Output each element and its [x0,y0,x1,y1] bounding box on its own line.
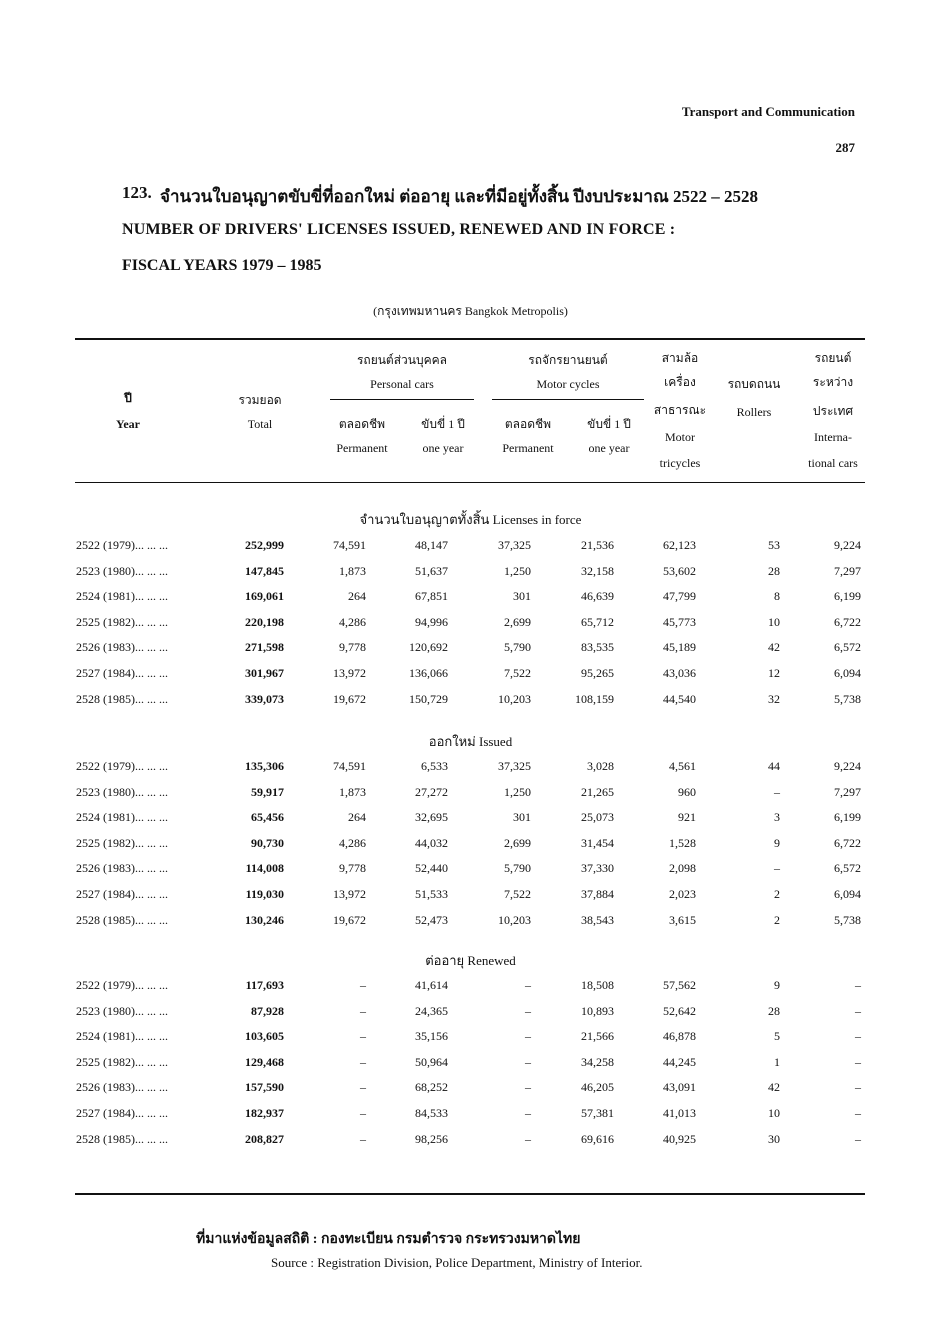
row-personal-one-year: 27,272 [415,785,448,799]
table-row [0,836,941,856]
col-rollers-thai: รถบดถนน [727,377,781,391]
row-personal-one-year: 98,256 [415,1132,448,1146]
row-motor-tricycles: 45,773 [663,615,696,629]
row-rollers: 42 [768,1080,780,1094]
row-personal-permanent: 13,972 [333,666,366,680]
row-rollers: 9 [774,978,780,992]
row-personal-one-year: 41,614 [415,978,448,992]
col-motor-permanent-en: Permanent [502,441,554,455]
row-motor-permanent: 1,250 [504,785,531,799]
row-personal-one-year: 32,695 [415,810,448,824]
table-row [0,1055,941,1075]
row-personal-permanent: 9,778 [339,640,366,654]
col-tricycles-thai-1: สามล้อ [661,351,699,365]
row-personal-one-year: 68,252 [415,1080,448,1094]
section-title-issued: ออกใหม่ Issued [428,734,513,749]
row-international-cars: 6,094 [834,887,861,901]
table-title-english-line1: NUMBER OF DRIVERS' LICENSES ISSUED, RENEWED AND IN FORCE : [122,221,676,238]
row-motor-tricycles: 44,540 [663,692,696,706]
row-personal-permanent: 9,778 [339,861,366,875]
row-motor-one-year: 65,712 [581,615,614,629]
row-motor-one-year: 21,265 [581,785,614,799]
row-motor-one-year: 83,535 [581,640,614,654]
row-year: 2527 (1984)... ... ... [76,887,168,901]
row-rollers: 3 [774,810,780,824]
row-international-cars: 9,224 [834,759,861,773]
row-personal-one-year: 52,473 [415,913,448,927]
row-motor-tricycles: 40,925 [663,1132,696,1146]
table-row [0,887,941,907]
row-personal-permanent: 264 [348,810,366,824]
table-row [0,615,941,635]
row-motor-permanent: 7,522 [504,666,531,680]
row-personal-permanent: – [360,1029,366,1043]
row-international-cars: 6,199 [834,589,861,603]
row-motor-tricycles: 52,642 [663,1004,696,1018]
row-year: 2526 (1983)... ... ... [76,861,168,875]
source-note-english: Source : Registration Division, Police Department, Ministry of Interior. [271,1255,643,1270]
table-bottom-rule [75,1193,865,1195]
row-rollers: 10 [768,1106,780,1120]
row-personal-permanent: 1,873 [339,785,366,799]
row-personal-one-year: 35,156 [415,1029,448,1043]
row-year: 2524 (1981)... ... ... [76,810,168,824]
row-motor-one-year: 37,884 [581,887,614,901]
row-total: 90,730 [251,836,284,850]
page-number: 287 [835,140,855,155]
row-motor-one-year: 3,028 [587,759,614,773]
row-year: 2528 (1985)... ... ... [76,1132,168,1146]
table-row [0,589,941,609]
row-international-cars: 7,297 [834,564,861,578]
row-international-cars: 7,297 [834,785,861,799]
col-personal-one-year-en: one year [422,441,464,455]
row-motor-permanent: 5,790 [504,640,531,654]
col-intl-en-1: Interna- [814,430,852,444]
row-motor-permanent: 10,203 [498,913,531,927]
col-rollers-en: Rollers [736,405,772,419]
row-international-cars: – [855,1055,861,1069]
row-motor-one-year: 95,265 [581,666,614,680]
row-international-cars: 6,094 [834,666,861,680]
row-rollers: 12 [768,666,780,680]
row-rollers: 5 [774,1029,780,1043]
row-year: 2523 (1980)... ... ... [76,1004,168,1018]
row-year: 2522 (1979)... ... ... [76,978,168,992]
table-row [0,1004,941,1024]
col-tricycles-en-1: Motor [665,430,695,444]
row-total: 129,468 [245,1055,284,1069]
row-motor-permanent: – [525,1132,531,1146]
table-row [0,759,941,779]
row-motor-one-year: 57,381 [581,1106,614,1120]
row-motor-tricycles: 4,561 [669,759,696,773]
table-row [0,538,941,558]
row-rollers: 9 [774,836,780,850]
row-motor-permanent: 37,325 [498,538,531,552]
row-year: 2528 (1985)... ... ... [76,913,168,927]
row-personal-one-year: 84,533 [415,1106,448,1120]
row-rollers: – [774,861,780,875]
row-motor-tricycles: 2,023 [669,887,696,901]
row-total: 339,073 [245,692,284,706]
section-title-in-force: จำนวนใบอนุญาตทั้งสิ้น Licenses in force [359,512,582,527]
row-personal-one-year: 44,032 [415,836,448,850]
row-motor-permanent: 37,325 [498,759,531,773]
row-motor-one-year: 32,158 [581,564,614,578]
row-year: 2523 (1980)... ... ... [76,785,168,799]
row-international-cars: 6,722 [834,836,861,850]
row-personal-permanent: 1,873 [339,564,366,578]
row-rollers: 44 [768,759,780,773]
row-total: 220,198 [245,615,284,629]
row-total: 157,590 [245,1080,284,1094]
row-motor-one-year: 21,566 [581,1029,614,1043]
row-rollers: 32 [768,692,780,706]
row-personal-permanent: – [360,1106,366,1120]
row-year: 2526 (1983)... ... ... [76,640,168,654]
col-tricycles-thai-2: เครื่อง [664,375,696,389]
table-row [0,861,941,881]
col-personal-en: Personal cars [370,377,434,391]
row-total: 169,061 [245,589,284,603]
row-motor-permanent: – [525,1106,531,1120]
row-motor-permanent: – [525,1055,531,1069]
row-international-cars: – [855,1004,861,1018]
row-rollers: 2 [774,887,780,901]
row-year: 2525 (1982)... ... ... [76,1055,168,1069]
row-personal-permanent: 74,591 [333,759,366,773]
row-total: 182,937 [245,1106,284,1120]
table-row [0,1106,941,1126]
row-year: 2522 (1979)... ... ... [76,538,168,552]
table-number: 123. [122,183,152,202]
col-intl-thai-1: รถยนต์ [814,351,852,365]
row-international-cars: – [855,978,861,992]
col-personal-permanent-thai: ตลอดชีพ [338,417,386,431]
row-total: 135,306 [245,759,284,773]
row-motor-tricycles: 47,799 [663,589,696,603]
table-row [0,1029,941,1049]
row-motor-one-year: 31,454 [581,836,614,850]
row-motor-tricycles: 1,528 [669,836,696,850]
row-motor-one-year: 25,073 [581,810,614,824]
row-rollers: 2 [774,913,780,927]
row-motor-tricycles: 921 [678,810,696,824]
row-personal-one-year: 6,533 [421,759,448,773]
row-motor-tricycles: 3,615 [669,913,696,927]
row-personal-permanent: 264 [348,589,366,603]
col-intl-thai-3: ประเทศ [812,404,854,418]
col-motor-en: Motor cycles [536,377,600,391]
row-international-cars: – [855,1080,861,1094]
row-rollers: 28 [768,564,780,578]
row-personal-permanent: 13,972 [333,887,366,901]
row-motor-permanent: 7,522 [504,887,531,901]
row-motor-permanent: 301 [513,589,531,603]
row-motor-tricycles: 46,878 [663,1029,696,1043]
row-personal-permanent: – [360,1080,366,1094]
row-total: 252,999 [245,538,284,552]
row-personal-one-year: 51,637 [415,564,448,578]
row-motor-tricycles: 53,602 [663,564,696,578]
col-tricycles-en-2: tricycles [659,456,701,470]
col-motor-permanent-thai: ตลอดชีพ [504,417,552,431]
row-personal-one-year: 67,851 [415,589,448,603]
row-motor-one-year: 46,205 [581,1080,614,1094]
row-motor-permanent: 301 [513,810,531,824]
col-personal-thai: รถยนต์ส่วนบุคคล [356,353,448,367]
row-personal-one-year: 94,996 [415,615,448,629]
row-motor-one-year: 10,893 [581,1004,614,1018]
row-total: 208,827 [245,1132,284,1146]
row-personal-permanent: 74,591 [333,538,366,552]
row-personal-permanent: 4,286 [339,615,366,629]
row-personal-permanent: 19,672 [333,913,366,927]
row-motor-permanent: 2,699 [504,836,531,850]
row-total: 59,917 [251,785,284,799]
row-total: 87,928 [251,1004,284,1018]
row-international-cars: 6,572 [834,861,861,875]
row-year: 2526 (1983)... ... ... [76,1080,168,1094]
col-total-en: Total [247,417,273,431]
row-international-cars: 5,738 [834,692,861,706]
row-motor-one-year: 34,258 [581,1055,614,1069]
row-total: 117,693 [245,978,284,992]
row-total: 271,598 [245,640,284,654]
row-personal-one-year: 136,066 [409,666,448,680]
table-top-rule [75,338,865,340]
row-total: 65,456 [251,810,284,824]
col-motor-one-year-en: one year [588,441,630,455]
row-international-cars: – [855,1132,861,1146]
table-row [0,692,941,712]
table-row [0,564,941,584]
row-motor-tricycles: 45,189 [663,640,696,654]
row-rollers: 30 [768,1132,780,1146]
table-title-english-line2: FISCAL YEARS 1979 – 1985 [122,257,322,274]
row-personal-permanent: 4,286 [339,836,366,850]
row-motor-permanent: 10,203 [498,692,531,706]
row-rollers: – [774,785,780,799]
row-motor-one-year: 69,616 [581,1132,614,1146]
row-personal-one-year: 52,440 [415,861,448,875]
row-personal-permanent: – [360,978,366,992]
row-year: 2525 (1982)... ... ... [76,836,168,850]
motor-cycles-underline [492,399,644,400]
col-year-thai: ปี [124,391,132,405]
row-personal-permanent: – [360,1055,366,1069]
col-personal-one-year-thai: ขับขี่ 1 ปี [421,417,465,431]
row-total: 130,246 [245,913,284,927]
row-rollers: 8 [774,589,780,603]
row-personal-one-year: 24,365 [415,1004,448,1018]
col-motor-thai: รถจักรยานยนต์ [528,353,608,367]
row-motor-permanent: 2,699 [504,615,531,629]
row-personal-one-year: 51,533 [415,887,448,901]
table-title-thai: จำนวนใบอนุญาตขับขี่ที่ออกใหม่ ต่ออายุ และที่มีอยู่ทั้งสิ้น ปีงบประมาณ 2522 – 2528 [160,187,758,206]
row-personal-permanent: – [360,1132,366,1146]
row-rollers: 53 [768,538,780,552]
row-motor-tricycles: 62,123 [663,538,696,552]
table-row [0,640,941,660]
row-international-cars: 6,572 [834,640,861,654]
row-year: 2527 (1984)... ... ... [76,666,168,680]
table-row [0,785,941,805]
row-personal-permanent: – [360,1004,366,1018]
row-total: 103,605 [245,1029,284,1043]
section-title-renewed: ต่ออายุ Renewed [425,953,516,968]
row-rollers: 10 [768,615,780,629]
col-personal-permanent-en: Permanent [336,441,388,455]
table-subtitle: (กรุงเทพมหานคร Bangkok Metropolis) [373,304,568,318]
row-year: 2528 (1985)... ... ... [76,692,168,706]
row-motor-tricycles: 960 [678,785,696,799]
row-year: 2523 (1980)... ... ... [76,564,168,578]
row-international-cars: – [855,1106,861,1120]
row-international-cars: 6,199 [834,810,861,824]
row-motor-tricycles: 2,098 [669,861,696,875]
header-bottom-rule [75,482,865,483]
row-motor-tricycles: 41,013 [663,1106,696,1120]
col-motor-one-year-thai: ขับขี่ 1 ปี [587,417,631,431]
row-international-cars: 6,722 [834,615,861,629]
row-motor-tricycles: 43,036 [663,666,696,680]
row-motor-permanent: – [525,1080,531,1094]
row-motor-one-year: 18,508 [581,978,614,992]
table-row [0,1132,941,1152]
row-rollers: 28 [768,1004,780,1018]
row-personal-one-year: 150,729 [409,692,448,706]
row-year: 2524 (1981)... ... ... [76,1029,168,1043]
row-total: 119,030 [245,887,284,901]
table-row [0,1080,941,1100]
row-motor-permanent: – [525,978,531,992]
row-international-cars: 5,738 [834,913,861,927]
col-year-en: Year [116,417,140,431]
row-year: 2522 (1979)... ... ... [76,759,168,773]
col-intl-thai-2: ระหว่าง [812,375,854,389]
row-rollers: 42 [768,640,780,654]
row-total: 147,845 [245,564,284,578]
table-row [0,913,941,933]
col-total-thai: รวมยอด [238,393,282,407]
row-motor-one-year: 21,536 [581,538,614,552]
row-motor-one-year: 37,330 [581,861,614,875]
row-personal-one-year: 50,964 [415,1055,448,1069]
personal-cars-underline [330,399,474,400]
row-personal-permanent: 19,672 [333,692,366,706]
row-personal-one-year: 120,692 [409,640,448,654]
row-international-cars: 9,224 [834,538,861,552]
row-motor-tricycles: 44,245 [663,1055,696,1069]
section-name: Transport and Communication [681,104,855,119]
row-motor-permanent: – [525,1004,531,1018]
row-total: 114,008 [245,861,284,875]
row-personal-one-year: 48,147 [415,538,448,552]
row-year: 2527 (1984)... ... ... [76,1106,168,1120]
row-motor-permanent: – [525,1029,531,1043]
row-motor-permanent: 5,790 [504,861,531,875]
table-row [0,978,941,998]
row-motor-tricycles: 57,562 [663,978,696,992]
row-motor-one-year: 38,543 [581,913,614,927]
row-year: 2525 (1982)... ... ... [76,615,168,629]
source-note-thai: ที่มาแห่งข้อมูลสถิติ : กองทะเบียน กรมตำรวจ กระทรวงมหาดไทย [196,1232,581,1247]
row-rollers: 1 [774,1055,780,1069]
row-total: 301,967 [245,666,284,680]
col-tricycles-thai-3: สาธารณะ [653,403,707,417]
row-international-cars: – [855,1029,861,1043]
table-row [0,666,941,686]
row-motor-one-year: 108,159 [575,692,614,706]
table-row [0,810,941,830]
row-motor-tricycles: 43,091 [663,1080,696,1094]
col-intl-en-2: tional cars [808,456,858,470]
row-motor-permanent: 1,250 [504,564,531,578]
row-year: 2524 (1981)... ... ... [76,589,168,603]
row-motor-one-year: 46,639 [581,589,614,603]
